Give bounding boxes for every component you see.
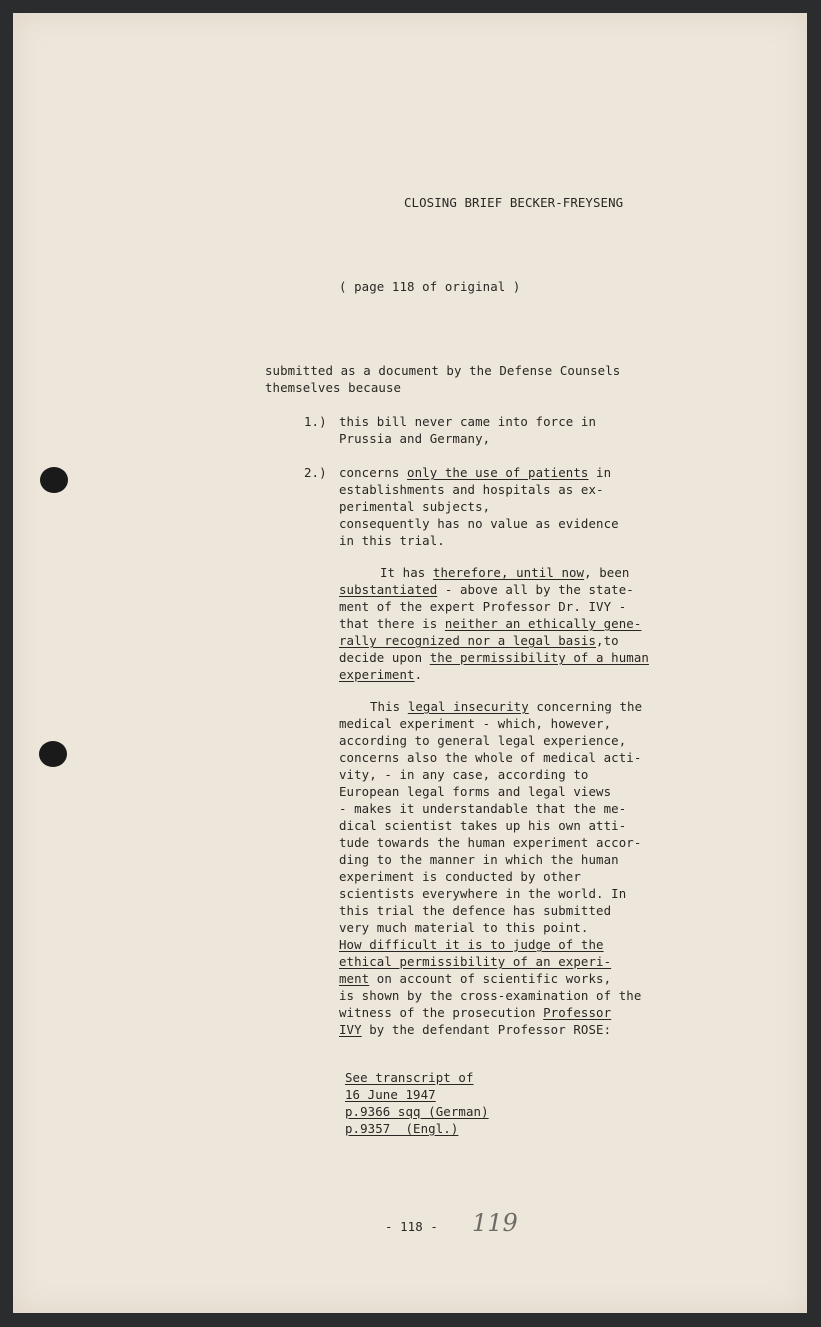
paragraph-1-line-5: rally recognized nor a legal basis,to <box>339 633 619 648</box>
paragraph-2-line-20: IVY by the defendant Professor ROSE: <box>339 1022 612 1037</box>
paragraph-1-line-2: substantiated - above all by the state- <box>339 582 634 597</box>
paragraph-2-line-11: experiment is conducted by other <box>339 869 581 884</box>
document-title: CLOSING BRIEF BECKER-FREYSENG <box>404 195 624 210</box>
paragraph-2-line-7: - makes it understandable that the me- <box>339 801 627 816</box>
paragraph-2-line-8: dical scientist takes up his own atti- <box>339 818 627 833</box>
transcript-reference-line-4: p.9357 (Engl.) <box>345 1121 459 1136</box>
item-2-line-3: perimental subjects, <box>339 499 491 514</box>
paragraph-2-line-1: This legal insecurity concerning the <box>370 699 643 714</box>
paragraph-2-line-15: How difficult it is to judge of the <box>339 937 604 952</box>
paragraph-2-line-2: medical experiment - which, however, <box>339 716 612 731</box>
paragraph-1-line-7: experiment. <box>339 667 423 682</box>
transcript-reference-line-1: See transcript of <box>345 1070 474 1085</box>
intro-line-1: submitted as a document by the Defense Counsels <box>265 363 621 378</box>
typed-page-number: - 118 - <box>385 1219 438 1234</box>
paragraph-1-line-6: decide upon the permissibility of a human <box>339 650 649 665</box>
paragraph-2-line-12: scientists everywhere in the world. In <box>339 886 627 901</box>
paragraph-2-line-16: ethical permissibility of an experi- <box>339 954 612 969</box>
item-2-line-2: establishments and hospitals as ex- <box>339 482 604 497</box>
paragraph-1-line-1: It has therefore, until now, been <box>380 565 630 580</box>
page-reference: ( page 118 of original ) <box>339 279 521 294</box>
punch-hole-top <box>40 467 68 493</box>
item-2-line-5: in this trial. <box>339 533 445 548</box>
item-2-line-4: consequently has no value as evidence <box>339 516 619 531</box>
item-1-line-1: this bill never came into force in <box>339 414 597 429</box>
paragraph-2-line-10: ding to the manner in which the human <box>339 852 619 867</box>
transcript-reference-line-3: p.9366 sqq (German) <box>345 1104 489 1119</box>
item-2-line-1: concerns only the use of patients in <box>339 465 612 480</box>
paragraph-2-line-13: this trial the defence has submitted <box>339 903 612 918</box>
item-2-number: 2.) <box>304 465 327 480</box>
paragraph-2-line-18: is shown by the cross-examination of the <box>339 988 642 1003</box>
paragraph-2-line-4: concerns also the whole of medical acti- <box>339 750 642 765</box>
paragraph-2-line-17: ment on account of scientific works, <box>339 971 612 986</box>
paragraph-2-line-19: witness of the prosecution Professor <box>339 1005 612 1020</box>
punch-hole-bottom <box>39 741 67 767</box>
paragraph-2-line-14: very much material to this point. <box>339 920 589 935</box>
paragraph-2-line-6: European legal forms and legal views <box>339 784 612 799</box>
paragraph-1-line-3: ment of the expert Professor Dr. IVY - <box>339 599 627 614</box>
paragraph-2-line-5: vity, - in any case, according to <box>339 767 589 782</box>
paragraph-2-line-3: according to general legal experience, <box>339 733 627 748</box>
item-1-number: 1.) <box>304 414 327 429</box>
transcript-reference-line-2: 16 June 1947 <box>345 1087 436 1102</box>
item-1-line-2: Prussia and Germany, <box>339 431 491 446</box>
intro-line-2: themselves because <box>265 380 402 395</box>
handwritten-page-number: 119 <box>472 1209 518 1237</box>
paragraph-2-line-9: tude towards the human experiment accor- <box>339 835 642 850</box>
paragraph-1-line-4: that there is neither an ethically gene- <box>339 616 642 631</box>
document-page <box>13 13 807 1313</box>
